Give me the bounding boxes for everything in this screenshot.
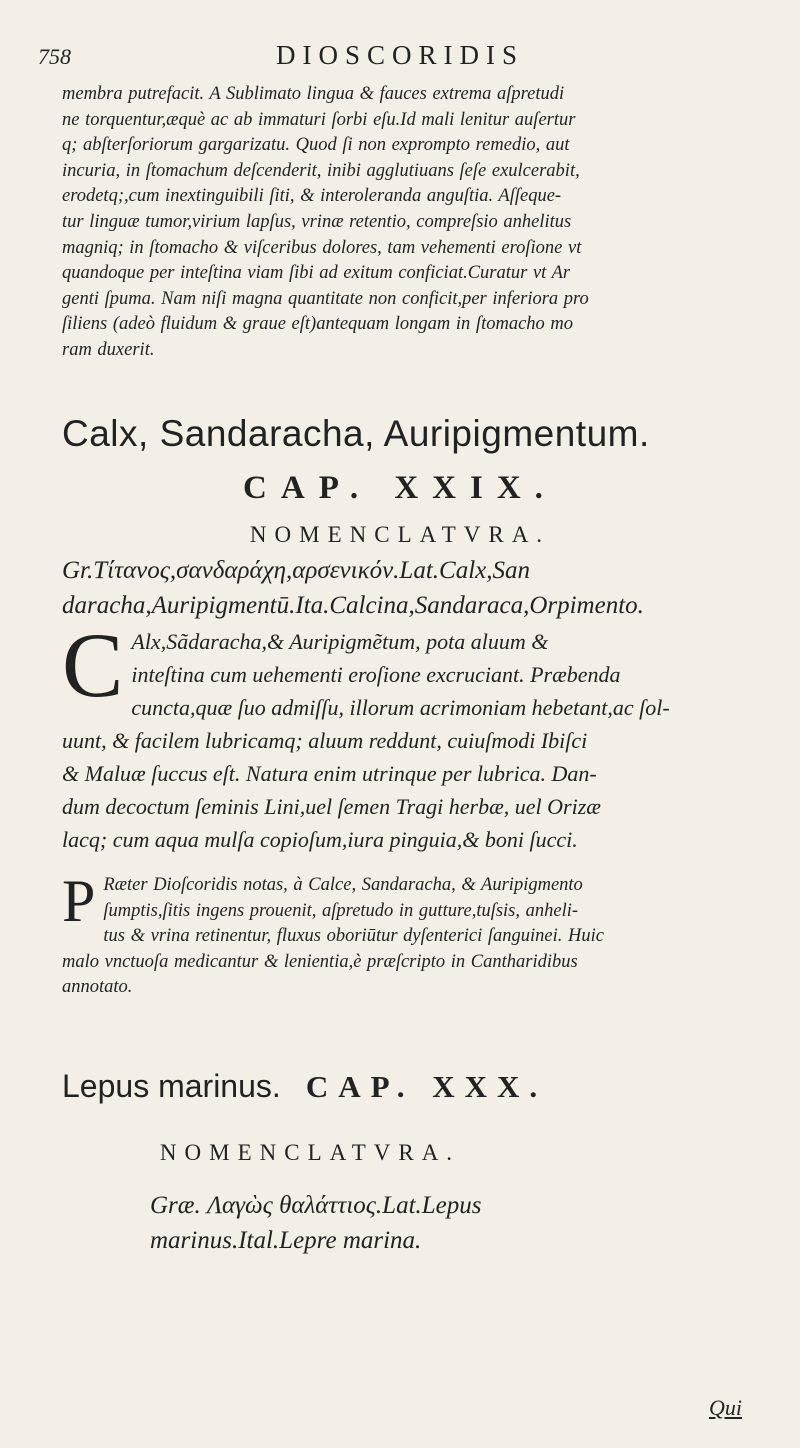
nomenclatura-heading: NOMENCLATVRA.: [159, 1140, 461, 1165]
text-line: inteſtina cum uehementi eroſione excruciant. Præbenda: [131, 662, 621, 687]
text-line: Ræter Dioſcoridis notas, à Calce, Sandaracha, & Auripigmento: [103, 875, 583, 895]
text-line: quandoque per inteſtina viam ſibi ad exitum conficiat.Curatur vt Ar: [62, 263, 571, 284]
chapter-number: CAP. XXX.: [305, 1069, 548, 1104]
text-line: ſumptis,ſitis ingens prouenit, aſpretudo in gutture,tuſsis, anheli-: [103, 900, 579, 921]
catchword: Qui: [709, 1395, 742, 1420]
running-title: DIOSCORIDIS: [275, 40, 525, 70]
nomenclature-names: [150, 1188, 772, 1258]
text-line: & Maluæ ſuccus eſt. Natura enim utrinque per lubrica. Dan-: [62, 761, 597, 786]
text-line: ram duxerit.: [62, 339, 155, 360]
text-line: dum decoctum ſeminis Lini,uel ſemen Tragi herbæ, uel Orizæ: [62, 794, 601, 819]
text-line: Græ. Λαγὼς θαλάττιος.Lat.Lepus: [150, 1192, 482, 1219]
text-line: Alx,Sãdaracha,& Auripigmẽtum, pota aluum &: [131, 629, 549, 654]
drop-cap: P: [62, 868, 96, 934]
text-line: magniq; in ſtomacho & viſceribus dolores, tam vehementi eroſione vt: [62, 237, 582, 258]
text-line: erodetq;,cum inextinguibili ſiti, & interoleranda anguſtia. Aſſeque-: [62, 186, 562, 207]
intro-paragraph: [62, 82, 772, 364]
text-line: ne torquentur,æquè ac ab immaturi ſorbi eſu.Id mali lenitur auſertur: [62, 109, 576, 130]
text-line: lacq; cum aqua mulſa copioſum,iura pinguia,& boni ſucci.: [62, 827, 578, 852]
text-line: marinus.Ital.Lepre marina.: [150, 1227, 422, 1254]
nomenclature-names: [62, 553, 772, 623]
nomenclatura-heading: NOMENCLATVRA.: [249, 522, 551, 547]
text-line: cuncta,quæ ſuo admiſſu, illorum acrimoniam hebetant,ac ſol-: [131, 695, 670, 720]
text-line: genti ſpuma. Nam niſi magna quantitate non conficit,per inferiora pro: [62, 288, 589, 309]
page-header: [38, 40, 762, 80]
text-line: daracha,Auripigmentū.Ita.Calcina,Sandaraca,Orpimento.: [62, 592, 644, 619]
text-line: annotato.: [62, 977, 133, 998]
text-line: Gr.Τίτανος,σανδαράχη,αρσενικόν.Lat.Calx,San: [62, 557, 530, 584]
chapter-title: Calx, Sandaracha, Auripigmentum.: [62, 413, 650, 454]
commentary-paragraph: [62, 868, 772, 1001]
text-line: tur linguæ tumor,virium lapſus, vrinæ retentio, compreſsio anhelitus: [62, 211, 572, 232]
text-line: ſiliens (adeò fluidum & graue eſt)antequam longam in ſtomacho mo: [62, 314, 574, 335]
text-line: uunt, & facilem lubricamq; aluum reddunt, cuiuſmodi Ibiſci: [62, 728, 588, 753]
drop-cap: C: [62, 614, 124, 716]
text-line: malo vnctuoſa medicantur & lenientia,è præſcripto in Cantharidibus: [62, 951, 578, 972]
treatment-paragraph: [62, 614, 772, 856]
chapter-heading-line: [62, 1068, 772, 1105]
text-line: incuria, in ſtomachum deſcenderit, inibi agglutiuans ſeſe exulcerabit,: [62, 160, 580, 181]
chapter-title: Lepus marinus.: [62, 1068, 281, 1104]
text-line: q; abſterſoriorum gargarizatu. Quod ſi non exprompto remedio, aut: [62, 135, 570, 156]
page-number: 758: [38, 44, 71, 69]
chapter-number: CAP. XXIX.: [243, 470, 557, 506]
text-line: tus & vrina retinentur, fluxus oboriūtur dyſenterici ſanguinei. Huic: [103, 926, 604, 947]
text-line: membra putrefacit. A Sublimato lingua & fauces extrema aſpretudi: [62, 84, 565, 104]
